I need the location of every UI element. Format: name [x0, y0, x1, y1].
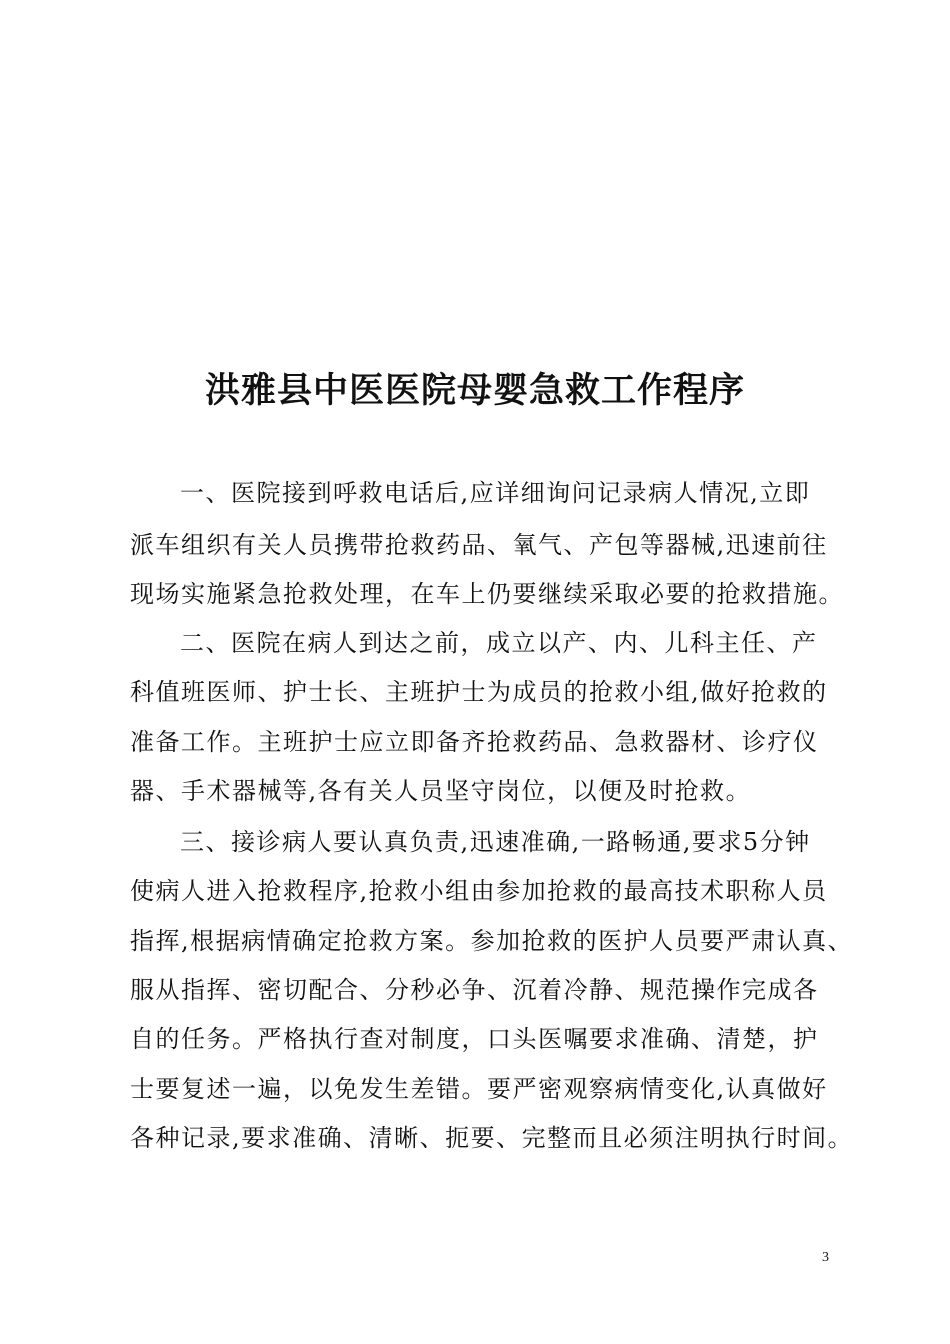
body-line: 派车组织有关人员携带抢救药品、氧气、产包等器械,迅速前往: [130, 531, 828, 559]
body-line: 二、医院在病人到达之前，成立以产、内、儿科主任、产: [180, 629, 818, 657]
body-line: 指挥,根据病情确定抢救方案。参加抢救的医护人员要严肃认真、: [130, 927, 854, 955]
page-number: 3: [822, 1250, 829, 1265]
document-title: 洪雅县中医医院母婴急救工作程序: [204, 370, 745, 411]
body-line: 一、医院接到呼救电话后,应详细询问记录病人情况,立即: [180, 479, 811, 507]
body-line: 自的任务。严格执行查对制度，口头医嘱要求准确、清楚，护: [130, 1025, 819, 1053]
body-line: 器、手术器械等,各有关人员坚守岗位，以便及时抢救。: [130, 777, 752, 805]
body-line: 科值班医师、护士长、主班护士为成员的抢救小组,做好抢救的: [130, 678, 828, 706]
body-line: 准备工作。主班护士应立即备齐抢救药品、急救器材、诊疗仪: [130, 728, 819, 756]
body-line: 使病人进入抢救程序,抢救小组由参加抢救的最高技术职称人员: [130, 877, 828, 905]
body-line: 士要复述一遍，以免发生差错。要严密观察病情变化,认真做好: [130, 1075, 828, 1103]
body-line: 现场实施紧急抢救处理，在车上仍要继续采取必要的抢救措施。: [130, 580, 844, 608]
body-line: 服从指挥、密切配合、分秒必争、沉着冷静、规范操作完成各: [130, 976, 819, 1004]
body-line: 三、接诊病人要认真负责,迅速准确,一路畅通,要求5分钟: [180, 828, 811, 856]
body-line: 各种记录,要求准确、清晰、扼要、完整而且必须注明执行时间。: [130, 1124, 854, 1152]
